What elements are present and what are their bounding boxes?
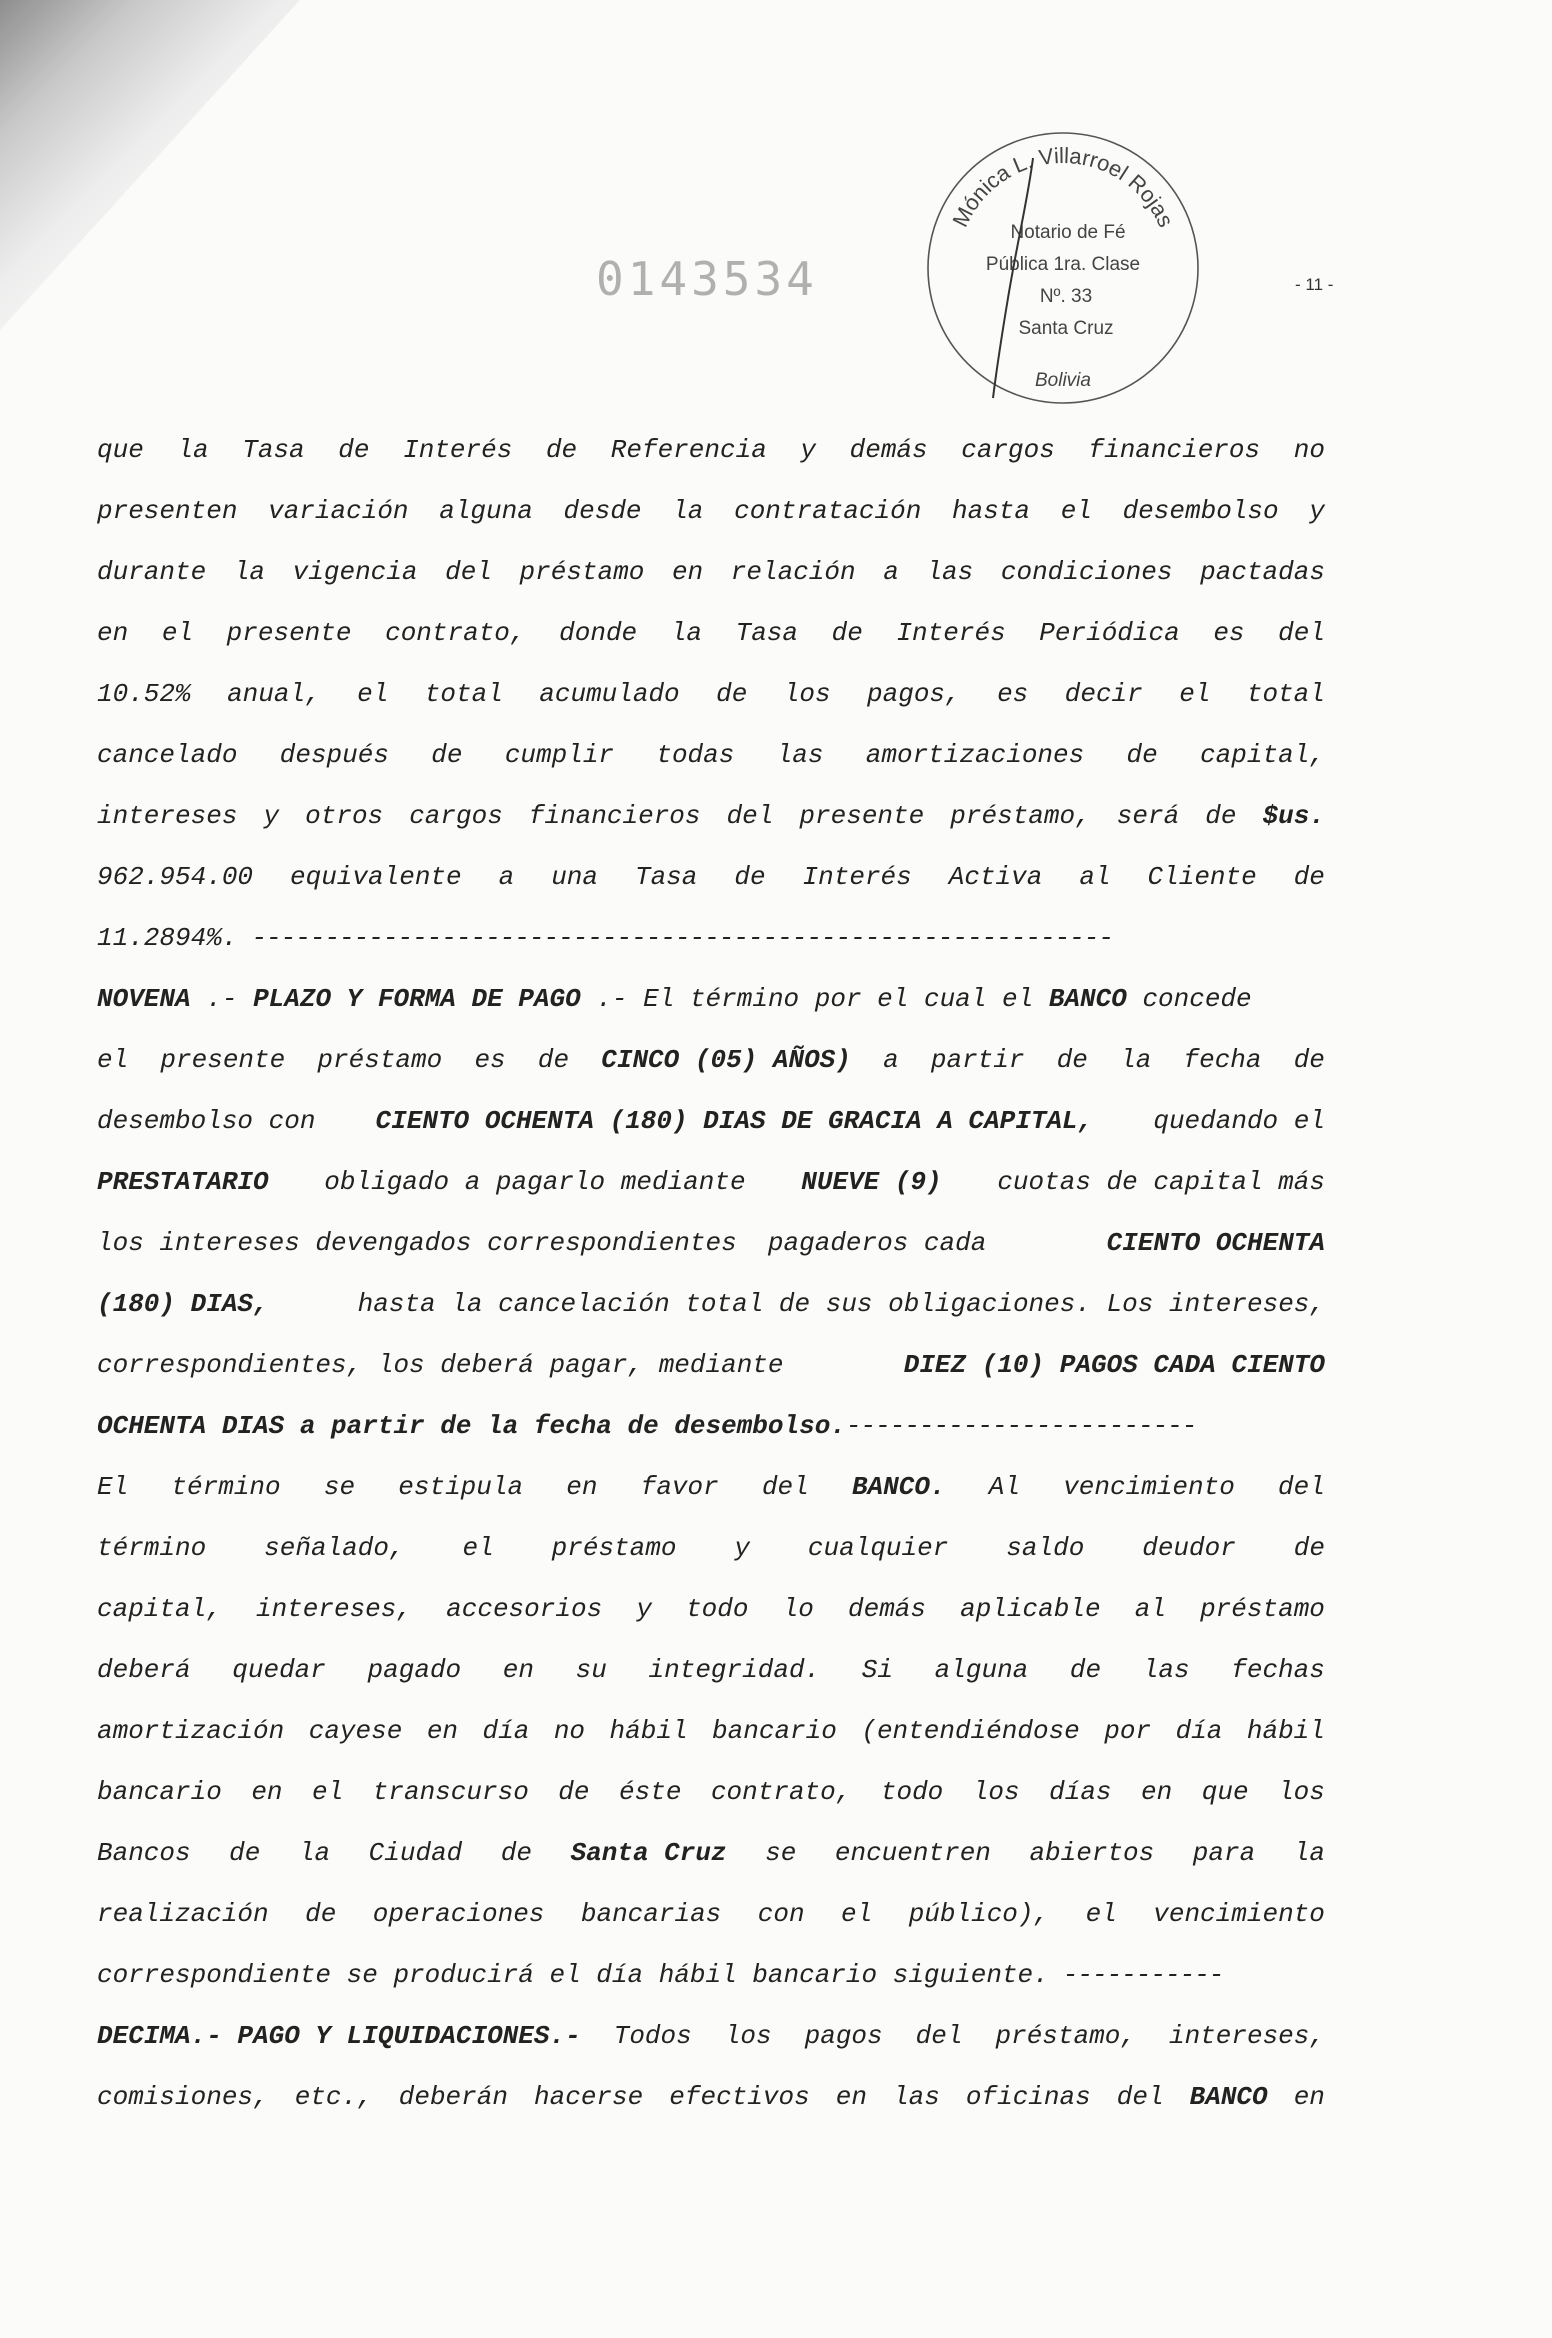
text-line: comisiones, etc., deberán hacerse efectivos en las oficinas del BANCO en: [97, 2067, 1325, 2128]
word: anual,: [227, 679, 321, 709]
word: bancario: [97, 1777, 222, 1807]
word: todas: [656, 740, 735, 770]
word: de: [831, 618, 863, 648]
word: y: [1309, 496, 1325, 526]
word: se: [323, 1472, 356, 1502]
word: el: [357, 679, 389, 709]
word: todo: [880, 1777, 944, 1807]
word: de: [1205, 801, 1237, 831]
word: alguna: [439, 496, 533, 526]
word: financieros: [1088, 435, 1261, 465]
notary-seal: [918, 118, 1208, 408]
word: hábil: [609, 1716, 688, 1746]
text-line: el presente préstamo es de CINCO (05) AÑOS) a partir de la fecha de: [97, 1030, 1325, 1091]
word: contratación: [734, 496, 922, 526]
word: partir: [930, 1045, 1025, 1075]
seal-class: Pública 1ra. Clase: [985, 254, 1141, 275]
word: pagos: [804, 2021, 883, 2051]
word: en: [251, 1777, 283, 1807]
word: cargos: [409, 801, 503, 831]
word: de: [558, 1777, 590, 1807]
word: que: [1201, 1777, 1249, 1807]
text-line: [97, 1518, 1325, 1579]
word: relación: [730, 557, 856, 587]
word: del: [1278, 618, 1325, 648]
word: total: [424, 679, 503, 709]
text-line: [97, 1640, 1325, 1701]
seal-number: Nº. 33: [1039, 286, 1093, 307]
word: cumplir: [504, 740, 615, 770]
word: préstamo: [1200, 1594, 1325, 1624]
word: pagos,: [867, 679, 961, 709]
word: no: [1293, 435, 1325, 465]
word: intereses,: [1168, 2021, 1325, 2051]
word: con: [757, 1899, 805, 1929]
word: para: [1192, 1838, 1256, 1868]
word: bancario: [712, 1716, 837, 1746]
word: préstamo: [317, 1045, 443, 1075]
word: presente: [226, 618, 352, 648]
word: donde: [559, 618, 638, 648]
word: la: [670, 618, 702, 648]
word: de: [431, 740, 463, 770]
text-line: OCHENTA DIAS a partir de la fecha de desembolso. ------------------------: [97, 1411, 1197, 1441]
word: en: [426, 1716, 459, 1746]
word: de: [1293, 1045, 1325, 1075]
word: de: [545, 435, 578, 465]
text-line: [97, 1701, 1325, 1762]
word: las: [1142, 1655, 1190, 1685]
word: realización: [97, 1899, 269, 1929]
word: comisiones,: [97, 2082, 269, 2112]
word: fechas: [1231, 1655, 1325, 1685]
word: y: [263, 801, 280, 831]
word: de: [1293, 862, 1325, 892]
word: la: [1120, 1045, 1152, 1075]
text-line: [97, 542, 1325, 603]
text-line: correspondiente se producirá el día hábil bancario siguiente. -----------: [97, 1960, 1224, 1990]
word: efectivos: [669, 2082, 810, 2112]
word: de: [305, 1899, 337, 1929]
word: capital,: [97, 1594, 222, 1624]
word: Todos: [613, 2021, 692, 2051]
word: del: [726, 801, 774, 831]
word: 10.52%: [97, 679, 191, 709]
word: presente: [160, 1045, 286, 1075]
word: después: [279, 740, 389, 770]
word: cargos: [961, 435, 1055, 465]
word: público),: [908, 1899, 1050, 1929]
word: que: [97, 435, 144, 465]
word: de: [338, 435, 370, 465]
word: vencimiento: [1153, 1899, 1325, 1929]
word: el: [1060, 496, 1092, 526]
word: Tasa: [242, 435, 305, 465]
word: Interés: [896, 618, 1006, 648]
word: contrato,: [710, 1777, 852, 1807]
word: cayese: [308, 1716, 403, 1746]
word: término: [97, 1533, 207, 1563]
word: (entendiéndose: [861, 1716, 1080, 1746]
word: en: [502, 1655, 535, 1685]
word: préstamo,: [995, 2021, 1136, 2051]
word: a: [883, 1045, 899, 1075]
word: término: [171, 1472, 281, 1502]
word: al: [1134, 1594, 1166, 1624]
word: será: [1116, 801, 1180, 831]
word: a: [498, 862, 515, 892]
word: en: [1141, 1777, 1173, 1807]
word: deberá: [97, 1655, 191, 1685]
word: Referencia: [610, 435, 767, 465]
word: financieros: [528, 801, 701, 831]
word: aplicable: [960, 1594, 1101, 1624]
word: una: [551, 862, 598, 892]
word: se: [765, 1838, 797, 1868]
word: cancelado: [97, 740, 238, 770]
word: amortizaciones: [865, 740, 1085, 770]
word: total: [1246, 679, 1325, 709]
text-line: correspondientes, los deberá pagar, mediante DIEZ (10) PAGOS CADA CIENTO: [97, 1350, 1325, 1380]
word: de: [537, 1045, 570, 1075]
document-body: [97, 420, 1325, 2128]
text-line: intereses y otros cargos financieros del presente préstamo, será de $us.: [97, 786, 1325, 847]
word: contrato,: [385, 618, 526, 648]
word: condiciones: [1000, 557, 1173, 587]
word: fecha: [1183, 1045, 1262, 1075]
word: es: [474, 1045, 506, 1075]
word: estipula: [398, 1472, 524, 1502]
word: todo: [686, 1594, 749, 1624]
word: éste: [619, 1777, 682, 1807]
word: el: [312, 1777, 344, 1807]
text-line: [97, 1762, 1325, 1823]
word: del: [445, 557, 492, 587]
text-line: [97, 725, 1325, 786]
word: y: [734, 1533, 750, 1563]
word: por: [1104, 1716, 1152, 1746]
word: equivalente: [290, 862, 462, 892]
word: transcurso: [372, 1777, 529, 1807]
word: el: [161, 618, 194, 648]
seal-name: Mónica L. Villarroel Rojas: [947, 142, 1179, 231]
word: Ciudad: [368, 1838, 463, 1868]
word: día: [1175, 1716, 1223, 1746]
word: demás: [849, 435, 928, 465]
text-line: Bancos de la Ciudad de Santa Cruz se encuentren abiertos para la: [97, 1823, 1325, 1884]
word: pagado: [367, 1655, 462, 1685]
word: Interés: [802, 862, 912, 892]
word: quedar: [232, 1655, 326, 1685]
word: en: [671, 557, 704, 587]
text-line: El término se estipula en favor del BANCO. Al vencimiento del: [97, 1457, 1325, 1518]
word: vencimiento: [1063, 1472, 1235, 1502]
word: el: [1179, 679, 1211, 709]
word: préstamo: [519, 557, 645, 587]
word: de: [734, 862, 766, 892]
word: los: [724, 2021, 772, 2051]
word: etc.,: [294, 2082, 373, 2112]
word: el: [1085, 1899, 1117, 1929]
word: integridad.: [648, 1655, 821, 1685]
word: de: [1056, 1045, 1088, 1075]
word: intereses,: [255, 1594, 412, 1624]
word: desde: [563, 496, 642, 526]
word: los: [972, 1777, 1020, 1807]
text-line: [97, 603, 1325, 664]
word: vigencia: [292, 557, 418, 587]
seal-city: Santa Cruz: [1018, 318, 1114, 339]
word: de: [716, 679, 748, 709]
word: es: [997, 679, 1029, 709]
word: las: [776, 740, 824, 770]
seal-country: Bolivia: [1035, 370, 1091, 391]
word: deudor: [1142, 1533, 1236, 1563]
word: su: [575, 1655, 607, 1685]
word: durante: [97, 557, 207, 587]
word: la: [1293, 1838, 1325, 1868]
word: en: [835, 2082, 867, 2112]
word: hasta: [952, 496, 1031, 526]
clause-decima-heading: DECIMA.- PAGO Y LIQUIDACIONES.- Todos los pagos del préstamo, intereses,: [97, 2006, 1325, 2067]
word: oficinas: [965, 2082, 1091, 2112]
clause-novena-heading: NOVENA .- PLAZO Y FORMA DE PAGO .- El término por el cual el BANCO concede: [97, 984, 1252, 1014]
serial-number: 0143534: [596, 252, 818, 306]
word: préstamo: [551, 1533, 677, 1563]
word: Interés: [403, 435, 513, 465]
text-line: [97, 1579, 1325, 1640]
word: saldo: [1006, 1533, 1085, 1563]
word: las: [893, 2082, 940, 2112]
word: pactadas: [1200, 557, 1325, 587]
word: el: [462, 1533, 494, 1563]
word: Activa: [948, 862, 1043, 892]
word: operaciones: [372, 1899, 545, 1929]
word: de: [1069, 1655, 1102, 1685]
word: presente: [799, 801, 925, 831]
word: deberán: [398, 2082, 508, 2112]
word: es: [1213, 618, 1245, 648]
word: los: [1278, 1777, 1325, 1807]
word: al: [1079, 862, 1111, 892]
word: de: [229, 1838, 261, 1868]
word: días: [1049, 1777, 1112, 1807]
word: a: [883, 557, 899, 587]
word: demás: [847, 1594, 926, 1624]
word: encuentren: [834, 1838, 991, 1868]
word: alguna: [934, 1655, 1029, 1685]
text-line: [97, 1884, 1325, 1945]
word: otros: [305, 801, 384, 831]
word: la: [672, 496, 704, 526]
text-line: los intereses devengados correspondientes pagaderos cada CIENTO OCHENTA: [97, 1228, 1325, 1258]
word: y: [636, 1594, 652, 1624]
word: accesorios: [446, 1594, 603, 1624]
word: variación: [268, 496, 409, 526]
text-line: [97, 420, 1325, 481]
word: Cliente: [1147, 862, 1257, 892]
word: Periódica: [1039, 618, 1180, 648]
word: Al: [988, 1472, 1020, 1502]
word: y: [800, 435, 817, 465]
word: del: [1278, 1472, 1325, 1502]
word: día: [482, 1716, 530, 1746]
text-line: (180) DIAS, hasta la cancelación total de sus obligaciones. Los intereses,: [97, 1289, 1325, 1319]
word: préstamo,: [950, 801, 1091, 831]
word: de: [1293, 1533, 1325, 1563]
word: Tasa: [634, 862, 698, 892]
word: abiertos: [1029, 1838, 1155, 1868]
word: hacerse: [534, 2082, 644, 2112]
word: la: [298, 1838, 331, 1868]
seal-title: Notario de Fé: [1010, 222, 1126, 243]
page-number: - 11 -: [1295, 275, 1334, 294]
word: Tasa: [735, 618, 799, 648]
word: capital,: [1200, 740, 1325, 770]
word: el: [97, 1045, 129, 1075]
text-line: [97, 481, 1325, 542]
word: señalado,: [264, 1533, 405, 1563]
word: en: [566, 1472, 598, 1502]
word: desembolso: [1122, 496, 1279, 526]
word: cualquier: [807, 1533, 949, 1563]
word: bancarias: [580, 1899, 722, 1929]
signature-stroke: [993, 158, 1033, 398]
word: El: [97, 1472, 129, 1502]
word: de: [1126, 740, 1158, 770]
text-line: PRESTATARIO obligado a pagarlo mediante NUEVE (9) cuotas de capital más: [97, 1167, 1325, 1197]
word: las: [926, 557, 974, 587]
word: del: [915, 2021, 963, 2051]
word: en: [97, 618, 129, 648]
word: intereses: [97, 801, 238, 831]
page-corner-shadow: [0, 0, 300, 330]
word: no: [553, 1716, 586, 1746]
word: del: [1116, 2082, 1164, 2112]
text-line: [97, 664, 1325, 725]
word: decir: [1064, 679, 1143, 709]
word: Bancos: [97, 1838, 191, 1868]
word: 962.954.00: [97, 862, 254, 892]
word: acumulado: [539, 679, 680, 709]
word: presenten: [97, 496, 238, 526]
text-line: 11.2894%. -----------------------------------------------------------: [97, 923, 1113, 953]
word: lo: [782, 1594, 814, 1624]
word: los: [783, 679, 831, 709]
word: amortización: [97, 1716, 285, 1746]
text-line: [97, 847, 1325, 908]
word: el: [841, 1899, 873, 1929]
word: la: [177, 435, 209, 465]
word: Si: [861, 1655, 894, 1685]
word: favor: [640, 1472, 719, 1502]
word: del: [761, 1472, 809, 1502]
text-line: desembolso con CIENTO OCHENTA (180) DIAS DE GRACIA A CAPITAL, quedando el: [97, 1106, 1325, 1136]
word: hábil: [1246, 1716, 1325, 1746]
word: de: [500, 1838, 533, 1868]
word: la: [233, 557, 266, 587]
